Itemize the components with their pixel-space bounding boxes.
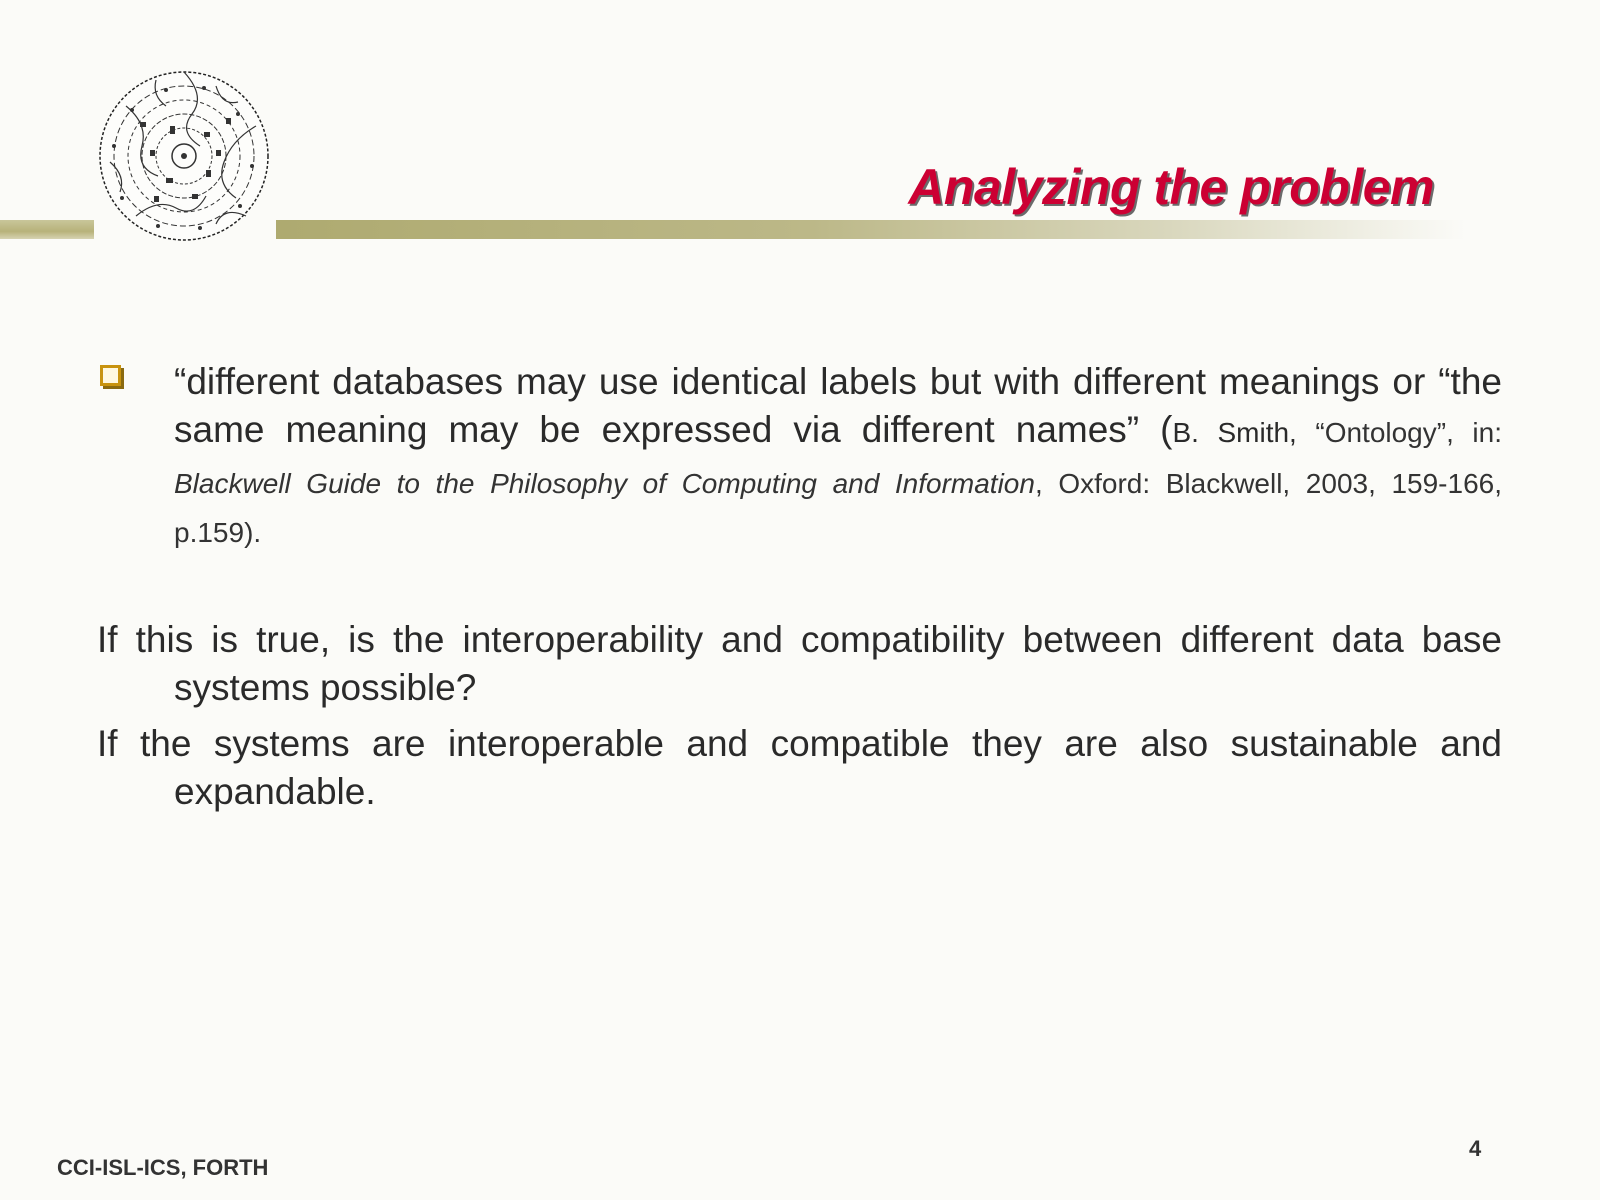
bullet-item: [97, 358, 1502, 555]
citation-work: “Ontology”, in:: [1296, 417, 1502, 448]
slide-title: Analyzing the problem: [908, 159, 1434, 215]
page-number: 4: [1469, 1136, 1482, 1161]
phaistos-disc-logo: [96, 66, 272, 246]
paragraph-sustainability: If the systems are interoperable and compatible they are also sustainable and expandable.: [97, 723, 1502, 812]
citation-book-title: Blackwell Guide to the Philosophy of Computing and Information: [174, 468, 1035, 499]
quote-text: “different databases may use identical labels but with different meanings or “the same meaning may be expressed via different names” (: [174, 361, 1502, 450]
footer-organization: CCI-ISL-ICS, FORTH: [57, 1155, 269, 1180]
bullet-quote: [174, 358, 1502, 555]
header-band-left: [0, 220, 94, 239]
paragraph-interoperability: If this is true, is the interoperability and compatibility between different data base systems possible?: [97, 619, 1502, 708]
hollow-square-bullet-icon: [100, 365, 121, 386]
header-band-right: [276, 220, 1466, 239]
citation-rest: , Oxford: Blackwell, 2003, 159-166, p.159).: [174, 468, 1502, 548]
citation-author: B. Smith,: [1172, 417, 1297, 448]
slide-content: [97, 358, 1502, 816]
